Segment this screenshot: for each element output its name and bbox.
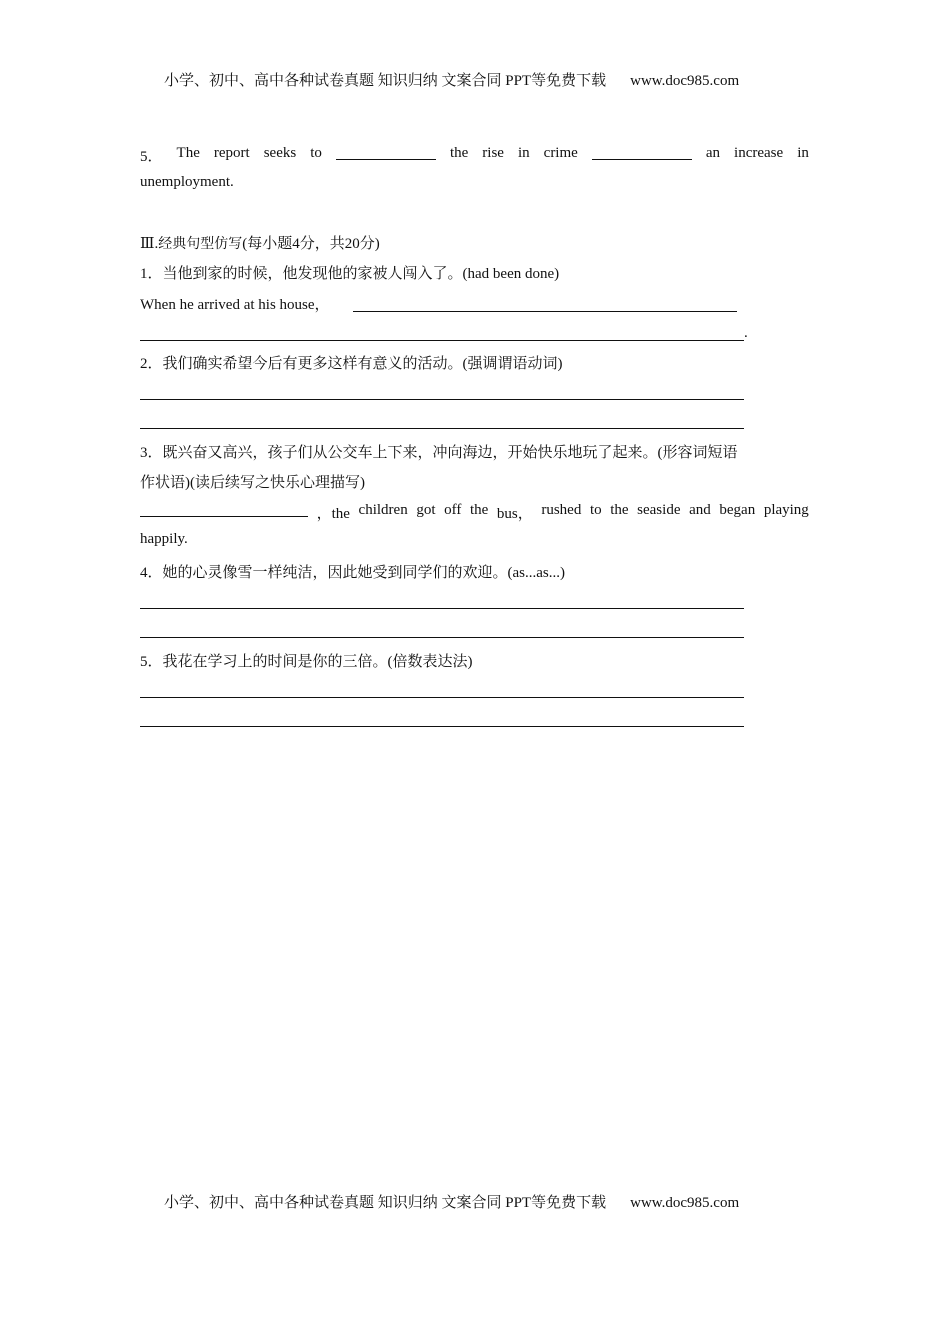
item-4-prompt: 4．她的心灵像雪一样纯洁，因此她受到同学们的欢迎。(as...as...) <box>140 565 565 581</box>
header-url[interactable]: www.doc985.com <box>630 73 740 89</box>
item-1-prompt: 1．当他到家的时候，他发现他的家被人闯入了。(had been done) <box>140 266 560 282</box>
question-5-line1 <box>140 145 809 166</box>
item-3-answer-blank[interactable] <box>140 502 308 517</box>
word: crime <box>543 145 578 161</box>
answer-blank-2[interactable] <box>592 145 692 160</box>
word: off <box>444 502 462 518</box>
page-footer <box>164 1191 739 1212</box>
section-title: 经典句型仿写 <box>158 236 243 252</box>
item-1-lead: When he arrived at his house， <box>140 297 330 313</box>
item-5-answer-line-2[interactable] <box>140 726 744 727</box>
question-5-line2: unemployment. <box>140 174 234 190</box>
section-roman: Ⅲ. <box>140 236 159 252</box>
item-3-prompt-line-1: 3．既兴奋又高兴，孩子们从公交车上下来，冲向海边，开始快乐地玩了起来。(形容词短语 <box>140 445 738 461</box>
item-1-period: . <box>744 325 748 341</box>
question-number: 5． <box>140 149 163 165</box>
word: rise <box>482 145 504 161</box>
item-4-answer-line-2[interactable] <box>140 637 744 638</box>
word: The <box>176 145 200 161</box>
word: ，the <box>316 506 350 522</box>
word: and <box>689 502 711 518</box>
word: seeks <box>263 145 297 161</box>
word: the <box>449 145 469 161</box>
word: bus， <box>496 506 533 522</box>
footer-url[interactable]: www.doc985.com <box>630 1195 740 1211</box>
word: began <box>719 502 756 518</box>
item-1-answer-line-1[interactable] <box>353 311 737 312</box>
item-3-sentence-line-1 <box>140 502 809 523</box>
word: children <box>358 502 408 518</box>
item-3-sentence-line-2: happily. <box>140 531 188 547</box>
word: in <box>797 145 809 161</box>
page-header <box>164 69 739 90</box>
word: increase <box>734 145 784 161</box>
item-5-prompt: 5．我花在学习上的时间是你的三倍。(倍数表达法) <box>140 654 473 670</box>
word: got <box>416 502 436 518</box>
word: report <box>213 145 250 161</box>
section-3-heading <box>140 232 380 253</box>
word: in <box>517 145 530 161</box>
item-5-answer-line-1[interactable] <box>140 697 744 698</box>
item-1-answer-line-2[interactable] <box>140 340 744 341</box>
word: the <box>469 502 489 518</box>
word: to <box>589 502 602 518</box>
item-2-answer-line-2[interactable] <box>140 428 744 429</box>
word: an <box>705 145 721 161</box>
word: playing <box>763 502 809 518</box>
footer-text: 小学、初中、高中各种试卷真题 知识归纳 文案合同 PPT等免费下载 <box>164 1195 607 1211</box>
word: the <box>610 502 629 518</box>
item-3-prompt-line-2: 作状语)(读后续写之快乐心理描写) <box>140 475 365 491</box>
section-score: (每小题4分，共20分) <box>242 236 380 252</box>
answer-blank-1[interactable] <box>336 145 436 160</box>
word: to <box>310 145 322 161</box>
item-4-answer-line-1[interactable] <box>140 608 744 609</box>
word: seaside <box>637 502 681 518</box>
header-text: 小学、初中、高中各种试卷真题 知识归纳 文案合同 PPT等免费下载 <box>164 73 607 89</box>
word: rushed <box>541 502 582 518</box>
item-2-answer-line-1[interactable] <box>140 399 744 400</box>
item-2-prompt: 2．我们确实希望今后有更多这样有意义的活动。(强调谓语动词) <box>140 356 563 372</box>
